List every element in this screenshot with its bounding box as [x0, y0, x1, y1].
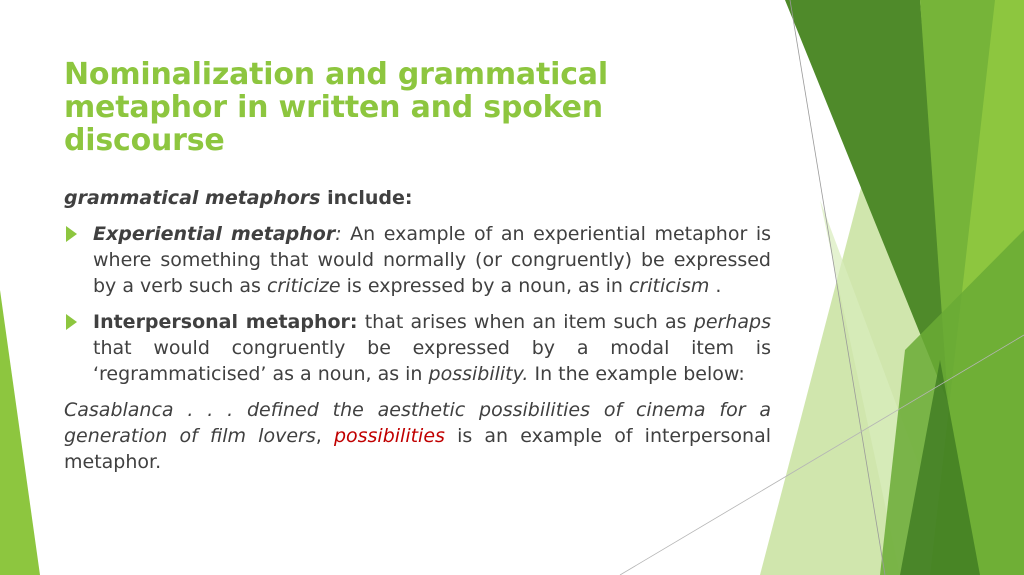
example-comma: , [315, 425, 334, 447]
bullet-text: . [709, 275, 722, 297]
green-triangle-bullet-icon [66, 314, 77, 330]
bullet-text: that arises when an item such as [357, 311, 694, 333]
bullet-text: that would congruently be expressed by a modal item is ‘regrammaticised’ as a noun, as in [93, 337, 771, 385]
bullet-interpersonal [64, 309, 771, 387]
bullet-example: criticize [266, 275, 341, 297]
slide-title: Nominalization and grammatical metaphor in written and spoken discourse [64, 57, 608, 158]
bullet-text: An example of an experiential metaphor is where something that would normally (or congruently) be expressed by a verb such as [93, 223, 771, 297]
bullet-example: criticism [628, 275, 710, 297]
intro-term: grammatical metaphors [64, 187, 321, 209]
green-triangle-bullet-icon [66, 226, 77, 242]
bullet-example: perhaps [693, 311, 771, 333]
bullet-text: is expressed by a noun, as in [340, 275, 629, 297]
bullet-example: possibility. [428, 363, 529, 385]
example-quote: Casablanca . . . defined the aesthetic possibilities of cinema for a generation of film lovers [64, 399, 771, 447]
example-paragraph [64, 397, 771, 475]
intro-rest: include: [320, 187, 413, 209]
bullet-lead: Experiential metaphor [93, 223, 336, 245]
example-highlight: possibilities [333, 425, 445, 447]
example-rest: is an example of interpersonal metaphor. [64, 425, 771, 473]
slide-body [64, 185, 771, 475]
intro-line [64, 185, 771, 211]
bullet-experiential [64, 221, 771, 299]
bullet-lead: Interpersonal metaphor: [93, 311, 358, 333]
bullet-colon: : [335, 223, 342, 245]
deco-shape-left [0, 290, 40, 575]
bullet-text: In the example below: [528, 363, 745, 385]
